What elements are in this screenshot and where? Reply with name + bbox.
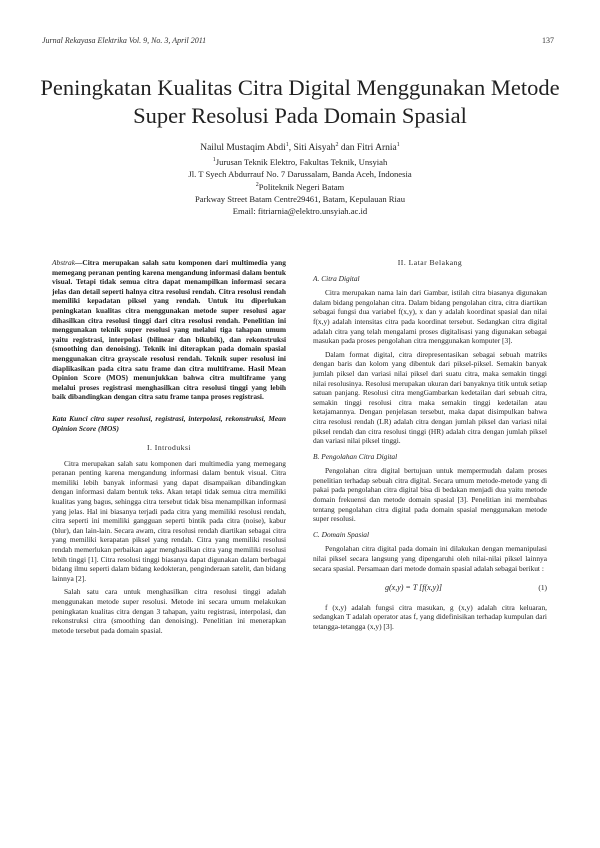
keywords: [52, 414, 286, 433]
intro-paragraph-1: Citra merupakan salah satu komponen dari multimedia yang memegang peranan penting karena mengandung informasi dalam bentuk visual. Citra memiliki lebih banyak informasi yang dapat disampaikan dibandingkan dengan informasi dalam bentuk teks. Akan tetapi tidak semua citra memiliki kualitas yang bagus, sehingga citra tersebut tidak bisa menampilkan informasi yang jelas. Hal ini biasanya terjadi pada citra yang memiliki resolusi rendah, citra seperti ini memiliki gangguan seperti bintik pada citra (noise), kabur (blur), dan lain-lain. Secara awam, citra resolusi rendah diartikan sebagai citra yang memiliki kerapatan piksel yang rendah. Citra yang memiliki resolusi rendah memerlukan perbaikan agar menghasilkan citra yang memiliki resolusi lebih tinggi [1]. Citra resolusi tinggi biasanya dapat digunakan dalam berbagai bidang ilmu seperti dalam bidang kedokteran, penginderaan satelit, dan bidang lainnya [2].: [52, 458, 286, 583]
paper-title: Peningkatan Kualitas Citra Digital Menggunakan Metode Super Resolusi Pada Domain Spasial: [40, 75, 560, 128]
affiliation-2-address: Parkway Street Batam Centre29461, Batam, Kepulauan Riau: [194, 193, 405, 204]
section-heading-latar-belakang: II. Latar Belakang: [397, 258, 463, 267]
equation-1: [313, 583, 547, 593]
pengolahan-paragraph-1: Pengolahan citra digital bertujuan untuk mempermudah dalam proses penelitian terhadap sebuah citra digital. Secara umum metode-metode yang di pakai pada pengolahan citra digital bisa di bedakan menjadi dua yaitu metode domain frekuensi dan metode domain spasial [3]. Penelitian ini membahas tentang pengolahan citra digital pada domain spasial menggunakan metode super resolusi.: [313, 466, 547, 524]
author-names: [30, 142, 570, 154]
affiliation-1-address: Jl. T Syech Abdurrauf No. 7 Darussalam, Banda Aceh, Indonesia: [188, 169, 412, 180]
author-email: Email: fitriarnia@elektro.unsyiah.ac.id: [232, 206, 368, 217]
affiliation-2-name: Politeknik Negeri Batam: [258, 181, 345, 192]
equation-body: g(x,y) = T [f(x,y)]: [385, 583, 443, 593]
author-1-sup: 1: [285, 141, 289, 148]
author-3-sup: 1: [396, 141, 400, 148]
abstract: [52, 258, 286, 402]
intro-paragraph-2: Salah satu cara untuk menghasilkan citra resolusi tinggi adalah menggunakan metode super resolusi. Metode ini secara umum melakukan peningkatan kualitas citra dengan 3 tahapan, yaitu registrasi, interpolasi, dan rekonstruksi citra (smoothing dan denoising). Penelitian ini menerapkan metode tersebut pada domain spasial.: [52, 587, 286, 635]
left-column: [52, 258, 286, 639]
journal-header: Jurnal Rekayasa Elektrika Vol. 9, No. 3, April 2011: [42, 36, 207, 45]
abstract-label: Abstrak: [52, 258, 75, 267]
affiliation-1: [30, 156, 570, 168]
right-column: [313, 258, 547, 636]
abstract-text: Citra merupakan salah satu komponen dari multimedia yang memegang peranan penting karena mengandung informasi dalam bentuk visual. Tetapi tidak semua citra dapat menampilkan informasi secara jelas dan detail seperti halnya citra resolusi rendah. Citra resolusi rendah memiliki kepadatan piksel yang rendah. Untuk itu diperlukan peningkatan kualitas citra menggunakan metode super resolusi agar dihasilkan citra resolusi tinggi dari citra resolusi rendah. Penelitian ini menggunakan teknik super resolusi yang melalui tiga tahapan umum yaitu registrasi, interpolasi (bilinear dan bikubik), dan rekonstruksi (smoothing dan denoising). Teknik ini diterapkan pada domain spasial menggunakan citra grayscale resolusi rendah. Teknik super resolusi ini diaplikasikan pada citra satu frame dan citra multiframe. Hasil Mean Opinion Score (MOS) menunjukkan bahwa citra multiframe yang melalui proses registrasi menghasilkan citra resolusi tinggi yang lebih baik dibandingkan dengan citra satu frame tanpa proses registrasi.: [52, 258, 286, 402]
author-3: dan Fitri Arnia: [338, 143, 397, 153]
keywords-label: Kata Kunci: [52, 413, 88, 423]
affiliation-1-sup: 1: [212, 157, 216, 164]
authors-block: [30, 142, 570, 217]
keywords-text: citra super resolusi, registrasi, interpolasi, rekonstruksi, Mean Opinion Score (MOS): [52, 413, 286, 433]
affiliation-2: [30, 181, 570, 193]
author-1: Nailul Mustaqim Abdi: [200, 143, 286, 153]
domain-spasial-paragraph-2: f (x,y) adalah fungsi citra masukan, g (x,y) adalah citra keluaran, sedangkan T adalah operator atas f, yang didefinisikan terhadap kumpulan dari tetangga-tetangga (x,y) [3].: [313, 602, 547, 631]
abstract-dash: —: [75, 258, 83, 267]
subsection-heading-citra-digital: A. Citra Digital: [313, 273, 360, 283]
author-2: , Siti Aisyah: [288, 143, 336, 153]
subsection-heading-domain-spasial: C. Domain Spasial: [313, 529, 370, 539]
subsection-heading-pengolahan: B. Pengolahan Citra Digital: [313, 451, 398, 461]
page-number: 137: [542, 36, 554, 45]
affiliation-2-sup: 2: [255, 181, 259, 188]
author-2-sup: 2: [335, 141, 339, 148]
equation-number: (1): [538, 583, 547, 593]
affiliation-1-name: Jurusan Teknik Elektro, Fakultas Teknik, Unsyiah: [215, 157, 388, 168]
section-heading-introduksi: I. Introduksi: [146, 443, 192, 453]
domain-spasial-paragraph-1: Pengolahan citra digital pada domain ini dilakukan dengan memanipulasi nilai piksel secara langsung yang dipengaruhi oleh nilai-nilai piksel lainnya secara spasial. Persamaan dari metode domain spasial adalah sebagai berikut :: [313, 544, 547, 573]
citra-digital-paragraph-2: Dalam format digital, citra direpresentasikan sebagai sebuah matriks dengan baris dan kolom yang dibentuk dari piksel-piksel. Semakin banyak jumlah piksel dan variasi nilai piksel dari suatu citra, maka semakin tinggi nilai resolusinya. Resolusi merupakan ukuran dari banyaknya titik untuk setiap satuan panjang. Resolusi citra mengGambarkan kedetailan dari sebuah citra, semakin tinggi resolusi citra maka semakin tinggi kedetailan atau ketajamannya. Dengan penjelasan tersebut, maka dapat disimpulkan bahwa citra resolusi rendah (LR) adalah citra dengan jumlah piksel dan variasi nilai piksel rendah dan citra resolusi tinggi (HR) adalah citra dengan jumlah piksel dan variasi nilai piksel tinggi.: [313, 349, 547, 446]
citra-digital-paragraph-1: Citra merupakan nama lain dari Gambar, istilah citra biasanya digunakan dalam bidang pengolahan citra. Dalam bidang pengolahan citra, citra diartikan sebagai fungsi dua variabel f(x,y), x dan y adalah koordinat spasial dan nilai f(x,y) adalah intensitas citra pada koordinat tersebut. Sedangkan citra digital adalah citra yang telah mengalami proses digitalisasi yang digunakan sebagai masukan pada proses pengolahan citra menggunakan komputer [3].: [313, 288, 547, 346]
